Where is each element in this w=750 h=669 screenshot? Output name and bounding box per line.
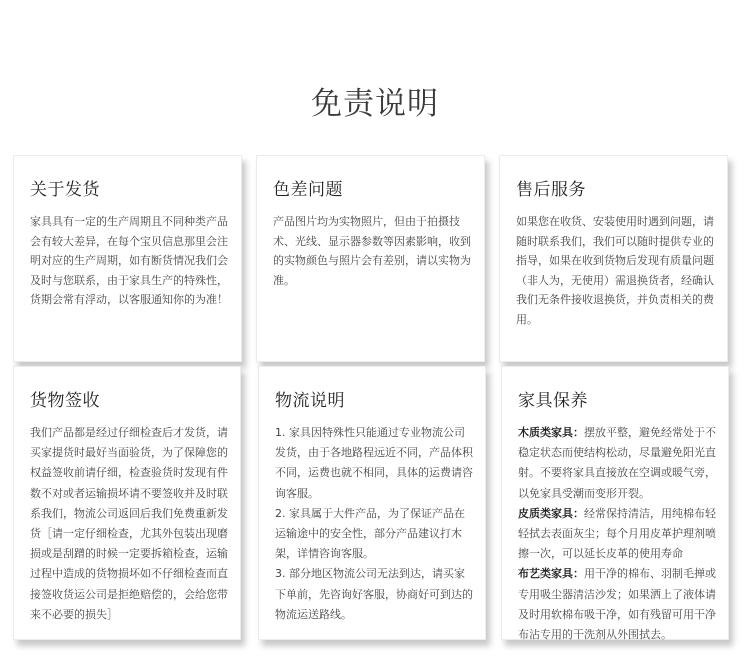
care-item-label: 皮质类家具：: [518, 506, 584, 520]
after-sale-card-title: 售后服务: [516, 180, 586, 200]
care-item-text: 用干净的棉布、羽制毛掸或专用吸尘器清洁沙发；如果洒上了液体请及时用软棉布吸干净，如有残留可用干净布沾专用的干洗剂从外围拭去。: [518, 567, 716, 642]
page-title: 免责说明: [311, 86, 439, 122]
logistics-item: 2. 家具属于大件产品，为了保证产品在运输途中的安全性，部分产品建议打木架，详情咨询客服。: [275, 506, 465, 561]
care-item: [518, 504, 720, 565]
logistics-card-body: [275, 423, 473, 625]
shipping-card: [13, 155, 242, 362]
care-item: [518, 423, 720, 504]
furniture-care-card-body: [518, 423, 720, 645]
logistics-item: 1. 家具因特殊性只能通过专业物流公司发货，由于各地路程远近不同，产品体积不同，运费也就不相同，具体的运费请咨询客服。: [275, 426, 473, 500]
color-difference-card-body: 产品图片均为实物照片，但由于拍摄技术、光线、显示器参数等因素影响，收到的实物颜色与照片会有差别，请以实物为准。: [273, 215, 471, 287]
care-item-text: 摆放平整，避免经常处于不稳定状态而使结构松动，尽量避免阳光直射。不要将家具直接放在空调或暖气旁，以免家具受潮而变形开裂。: [518, 426, 716, 500]
logistics-item: 3. 部分地区物流公司无法到达，请买家下单前，先咨询好客服，协商好可到达的物流运送路线。: [275, 567, 473, 621]
furniture-care-card: [501, 366, 729, 640]
care-item: [518, 564, 720, 645]
shipping-card-body: 家具具有一定的生产周期且不同种类产品会有较大差异，在每个宝贝信息那里会注明对应的生产周期，如有断货情况我们会及时与您联系，由于家具生产的特殊性，货期会常有浮动，以客服通知你的为准！: [30, 215, 228, 306]
receipt-card-body: 我们产品都是经过仔细检查后才发货，请买家提货时最好当面验货，为了保障您的权益签收前请仔细，检查验货时发现有件数不对或者运输损坏请不要签收并及时联系我们，物流公司返回后我们免费重新发货［请一定仔细检查，尤其外包装出现磨损或是刮蹭的时候一定要拆箱检查，运输过程中造成的货物损坏如不仔细检查而直接签收货运公司是拒绝赔偿的，会给您带来不必要的损失］: [30, 426, 228, 621]
furniture-care-card-title: 家具保养: [518, 391, 588, 411]
logistics-card-title: 物流说明: [275, 391, 345, 411]
shipping-card-title: 关于发货: [30, 180, 100, 200]
after-sale-card-body: 如果您在收货、安装使用时遇到问题，请随时联系我们，我们可以随时提供专业的指导，如果在收到货物后发现有质量问题（非人为，无使用）需退换货者，经确认我们无条件接收退换货，并负责相关的费用。: [516, 215, 714, 326]
color-difference-card-title: 色差问题: [273, 180, 343, 200]
color-difference-card: [256, 155, 485, 362]
receipt-card-title: 货物签收: [30, 391, 100, 411]
care-item-label: 木质类家具：: [518, 426, 584, 439]
receipt-card: [13, 366, 241, 640]
care-item-text: 经常保持清洁，用纯棉布轻轻拭去表面灰尘；每个月用皮革护理剂喷擦一次，可以延长皮革的使用寿命: [518, 506, 716, 561]
care-item-label: 布艺类家具：: [518, 567, 584, 581]
after-sale-card: [499, 155, 728, 362]
logistics-card: [258, 366, 486, 640]
